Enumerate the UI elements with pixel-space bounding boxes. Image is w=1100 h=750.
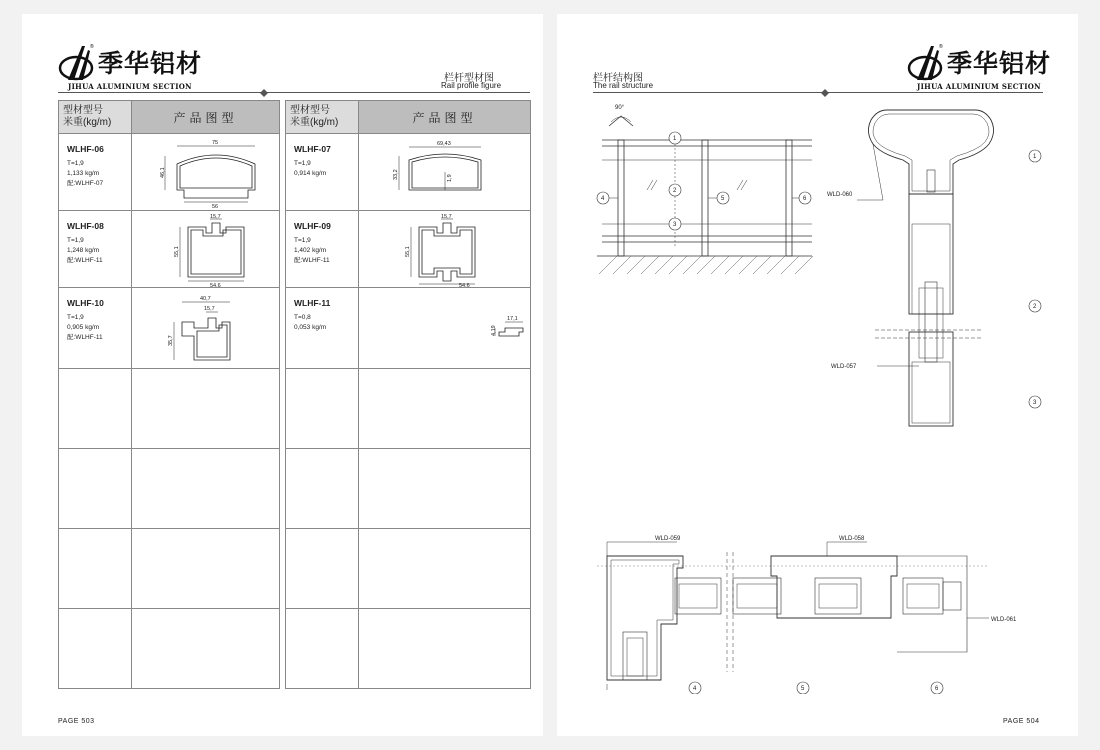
product-info-wlhf-07: WLHF-07 T=1,9 0,914 kg/m — [286, 134, 359, 211]
brand-name-en: JIHUA ALUMINIUM SECTION — [917, 82, 1041, 91]
profile-drawing-wlhf-11 — [359, 288, 531, 369]
svg-text:6: 6 — [803, 196, 807, 202]
callout-4 — [597, 192, 609, 204]
page-subtitle: The rail structure — [593, 81, 654, 90]
svg-text:55,1: 55,1 — [174, 246, 180, 257]
part-label-wld-057: WLD-057 — [831, 364, 857, 370]
brand-name-en: JIHUA ALUMINIUM SECTION — [68, 82, 192, 91]
svg-text:3: 3 — [673, 222, 677, 228]
page-subtitle: Rail profile figure — [441, 81, 502, 90]
rule-diamond-icon — [259, 88, 269, 98]
brand-mark-icon — [907, 42, 947, 82]
callout-4 — [689, 682, 701, 694]
callout-3 — [669, 218, 681, 230]
profile-wlhf-08-icon — [132, 211, 280, 287]
header-image-cell: 产品图型 — [359, 101, 531, 134]
svg-text:5: 5 — [801, 686, 805, 692]
profile-drawing-wlhf-10 — [132, 288, 280, 369]
svg-text:69,43: 69,43 — [437, 141, 451, 147]
part-label-wld-059: WLD-059 — [655, 536, 681, 542]
callout-1 — [669, 132, 681, 144]
svg-text:4: 4 — [693, 686, 697, 692]
svg-text:4: 4 — [601, 196, 605, 202]
angle-label: 90° — [615, 105, 625, 111]
svg-text:54,6: 54,6 — [210, 283, 221, 287]
page-title: 栏杆型材图 — [444, 73, 494, 84]
svg-text:33,2: 33,2 — [393, 169, 399, 180]
svg-text:6: 6 — [935, 686, 939, 692]
svg-text:1,9: 1,9 — [447, 174, 453, 182]
svg-text:55,1: 55,1 — [405, 246, 411, 257]
page-title: 栏杆结构图 — [593, 73, 643, 84]
table-row — [59, 369, 531, 449]
header-code-cell: 型材型号 米重(kg/m) — [59, 101, 132, 134]
svg-text:15,7: 15,7 — [204, 306, 215, 312]
svg-text:15,7: 15,7 — [210, 214, 221, 220]
part-label-wld-058: WLD-058 — [839, 536, 865, 542]
callout-3 — [1029, 396, 1041, 408]
page-number: PAGE 504 — [1003, 718, 1040, 725]
header-image-cell: 产品图型 — [132, 101, 280, 134]
svg-text:5: 5 — [721, 196, 725, 202]
brand-name-cn: 季华铝材 — [947, 49, 1052, 78]
part-label-wld-061: WLD-061 — [991, 617, 1017, 623]
callout-6 — [931, 682, 943, 694]
part-label-wld-060: WLD-060 — [827, 192, 853, 198]
profile-wlhf-07-icon — [359, 134, 531, 210]
table-header-row — [59, 101, 531, 134]
product-info-wlhf-11: WLHF-11 T=0,8 0,053 kg/m — [286, 288, 359, 369]
profile-wlhf-06-icon — [132, 134, 280, 210]
profile-wlhf-11-icon — [359, 288, 531, 368]
svg-text:54,6: 54,6 — [459, 283, 470, 287]
left-page — [22, 14, 543, 736]
callout-5 — [717, 192, 729, 204]
product-info-wlhf-06: WLHF-06 T=1,9 1,133 kg/m 配:WLHF-07 — [59, 134, 132, 211]
profile-table — [58, 100, 531, 689]
callout-6 — [799, 192, 811, 204]
svg-text:56: 56 — [212, 204, 219, 210]
svg-text:3: 3 — [1033, 400, 1037, 406]
right-page — [557, 14, 1078, 736]
table-row — [59, 449, 531, 529]
header-code-cell: 型材型号 米重(kg/m) — [286, 101, 359, 134]
svg-text:®: ® — [939, 44, 943, 50]
rail-elevation-diagram — [587, 96, 817, 286]
svg-text:1: 1 — [673, 136, 677, 142]
svg-text:75: 75 — [212, 140, 219, 146]
svg-text:40,7: 40,7 — [200, 296, 211, 302]
profile-drawing-wlhf-06 — [132, 134, 280, 211]
brand-name-cn: 季华铝材 — [98, 49, 203, 78]
svg-text:2: 2 — [1033, 304, 1037, 310]
product-info-wlhf-10: WLHF-10 T=1,9 0,905 kg/m 配:WLHF-11 — [59, 288, 132, 369]
callout-1 — [1029, 150, 1041, 162]
profile-wlhf-10-icon — [132, 288, 280, 368]
callout-5 — [797, 682, 809, 694]
profile-wlhf-09-icon — [359, 211, 531, 287]
table-row — [59, 134, 531, 211]
svg-text:2: 2 — [673, 188, 677, 194]
page-number: PAGE 503 — [58, 718, 95, 725]
ground-hatch — [599, 256, 813, 274]
callout-2 — [1029, 300, 1041, 312]
product-info-wlhf-08: WLHF-08 T=1,9 1,248 kg/m 配:WLHF-11 — [59, 211, 132, 288]
product-info-wlhf-09: WLHF-09 T=1,9 1,402 kg/m 配:WLHF-11 — [286, 211, 359, 288]
svg-text:®: ® — [90, 44, 94, 50]
profile-drawing-wlhf-08 — [132, 211, 280, 288]
table-row — [59, 529, 531, 609]
table-row — [59, 288, 531, 369]
rail-horizontal-section — [587, 522, 1017, 694]
table-row — [59, 211, 531, 288]
rail-vertical-section — [817, 96, 1047, 436]
svg-text:15,7: 15,7 — [441, 214, 452, 220]
profile-drawing-wlhf-09 — [359, 211, 531, 288]
header-rule — [58, 92, 530, 93]
svg-text:35,7: 35,7 — [168, 335, 174, 346]
header-rule — [593, 92, 1043, 93]
svg-text:17,1: 17,1 — [507, 316, 518, 322]
profile-drawing-wlhf-07 — [359, 134, 531, 211]
callout-2 — [669, 184, 681, 196]
table-row — [59, 609, 531, 689]
svg-text:4,19: 4,19 — [491, 325, 497, 336]
svg-text:46,1: 46,1 — [160, 167, 166, 178]
brand-mark-icon — [58, 42, 98, 82]
svg-text:1: 1 — [1033, 154, 1037, 160]
